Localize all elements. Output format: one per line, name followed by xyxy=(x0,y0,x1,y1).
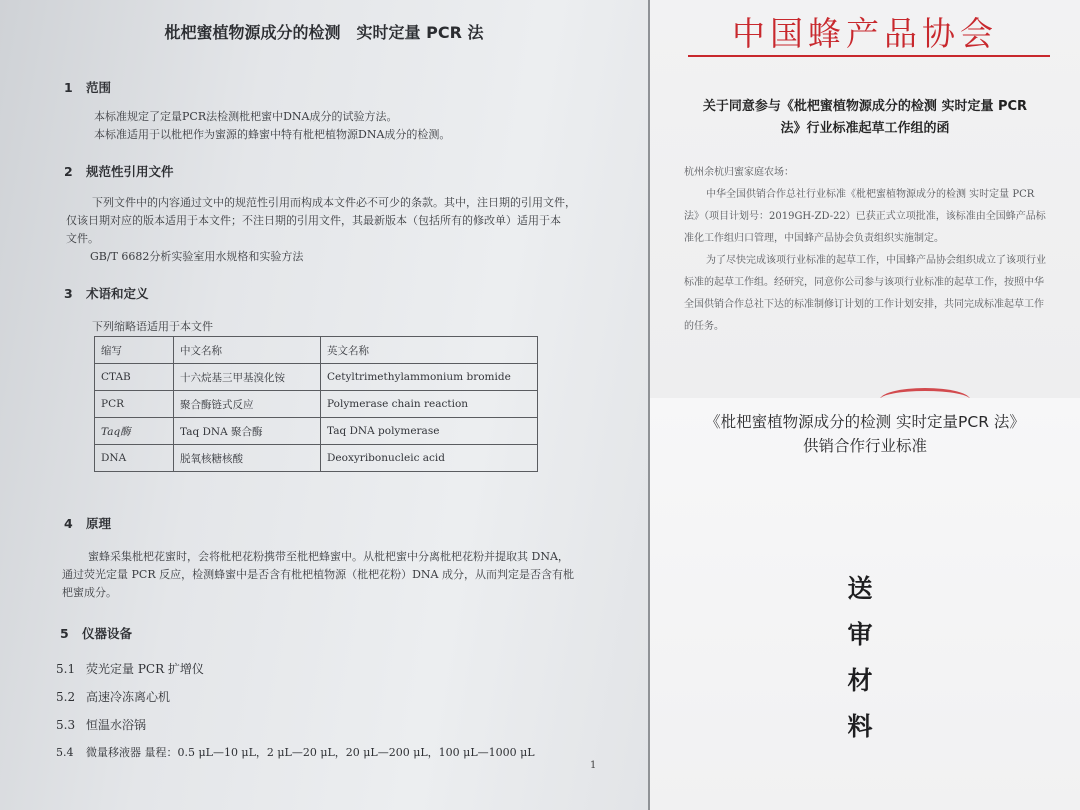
table-row xyxy=(95,364,538,391)
section-1-line: 本标准适用于以枇杷作为蜜源的蜂蜜中特有枇杷植物源DNA成分的检测。 xyxy=(94,128,451,141)
letter-paragraph: 中华全国供销合作总社行业标准《枇杷蜜植物源成分的检测 实时定量 PCR 法》（项目计划号：2019GH-ZD-22）已获正式立项批准，该标准由全国蜂产品标准化工作组归口管理，中国蜂产品协会负责组织实施制定。 xyxy=(684,189,1046,244)
table-cell: 脱氧核糖核酸 xyxy=(174,445,321,472)
letterhead-org-name: 中国蜂产品协会 xyxy=(732,14,998,53)
review-cover-page xyxy=(650,398,1080,810)
table-cell: 聚合酶链式反应 xyxy=(174,391,321,418)
section-4-line: 通过荧光定量 PCR 反应，检测蜂蜜中是否含有枇杷植物源（枇杷花粉）DNA 成分，从而判定是否含有枇 xyxy=(62,568,574,581)
table-cell: Taq酶 xyxy=(95,418,174,445)
table-row xyxy=(95,418,538,445)
section-2-line: 文件。 xyxy=(66,232,99,245)
section-2-line: 下列文件中的内容通过文中的规范性引用而构成本文件必不可少的条款。其中，注日期的引用文件， xyxy=(92,196,576,209)
table-cell: PCR xyxy=(95,391,174,418)
table-intro: 下列缩略语适用于本文件 xyxy=(92,320,213,333)
section-5-heading: 5 仪器设备 xyxy=(60,626,133,641)
section-4-line: 蜜蜂采集枇杷花蜜时，会将枇杷花粉携带至枇杷蜂蜜中。从枇杷蜜中分离枇杷花粉并提取其 DNA， xyxy=(88,550,569,563)
letter-recipient: 杭州余杭归蜜家庭农场： xyxy=(684,167,794,178)
letterhead-rule xyxy=(688,55,1050,57)
section-4-heading: 4 原理 xyxy=(64,516,112,531)
table-cell: Taq DNA polymerase xyxy=(321,418,538,445)
table-header-cell: 中文名称 xyxy=(174,337,321,364)
letter-body xyxy=(684,162,1050,338)
cover-vertical-label: 送 审 材 料 xyxy=(847,574,873,741)
table-header-cell: 缩写 xyxy=(95,337,174,364)
cover-title: 《枇杷蜜植物源成分的检测 实时定量PCR 法》 供销合作行业标准 xyxy=(705,413,1025,455)
table-cell: Cetyltrimethylammonium bromide xyxy=(321,364,538,391)
section-2-heading: 2 规范性引用文件 xyxy=(64,164,174,179)
section-2-line: GB/T 6682分析实验室用水规格和实验方法 xyxy=(90,250,304,263)
equipment-item: 5.1 荧光定量 PCR 扩增仪 xyxy=(56,662,204,676)
table-cell: 十六烷基三甲基溴化铵 xyxy=(174,364,321,391)
equipment-item: 5.3 恒温水浴锅 xyxy=(56,718,147,732)
table-row xyxy=(95,391,538,418)
abbreviation-table xyxy=(94,336,538,472)
table-cell: Polymerase chain reaction xyxy=(321,391,538,418)
table-header-cell: 英文名称 xyxy=(321,337,538,364)
equipment-item: 5.4 微量移液器 量程：0.5 μL—10 μL，2 μL—20 μL，20 μL—200 μL，100 μL—1000 μL xyxy=(56,746,535,759)
section-1-line: 本标准规定了定量PCR法检测枇杷蜜中DNA成分的试验方法。 xyxy=(94,110,398,123)
table-row xyxy=(95,445,538,472)
section-3-heading: 3 术语和定义 xyxy=(64,286,149,301)
letter-paragraph: 为了尽快完成该项行业标准的起草工作，中国蜂产品协会组织成立了该项行业标准的起草工作组。经研究，同意你公司参与该项行业标准的起草工作，按照中华全国供销合作总社下达的标准制修订计划的工作计划安排，共同完成标准起草工作的任务。 xyxy=(684,255,1046,332)
equipment-item: 5.2 高速冷冻离心机 xyxy=(56,690,171,704)
section-2-line: 仅该日期对应的版本适用于本文件；不注日期的引用文件，其最新版本（包括所有的修改单）适用于本 xyxy=(66,214,561,227)
table-cell: CTAB xyxy=(95,364,174,391)
document-title: 枇杷蜜植物源成分的检测 实时定量 PCR 法 xyxy=(164,23,484,42)
table-cell: Taq DNA 聚合酶 xyxy=(174,418,321,445)
page-number: 1 xyxy=(590,760,597,771)
association-letter xyxy=(650,0,1080,400)
section-4-line: 杷蜜成分。 xyxy=(62,586,117,599)
table-cell: Deoxyribonucleic acid xyxy=(321,445,538,472)
table-cell: DNA xyxy=(95,445,174,472)
table-header-row xyxy=(95,337,538,364)
letter-title: 关于同意参与《枇杷蜜植物源成分的检测 实时定量 PCR 法》行业标准起草工作组的函 xyxy=(702,99,1028,136)
section-1-heading: 1 范围 xyxy=(64,80,112,95)
